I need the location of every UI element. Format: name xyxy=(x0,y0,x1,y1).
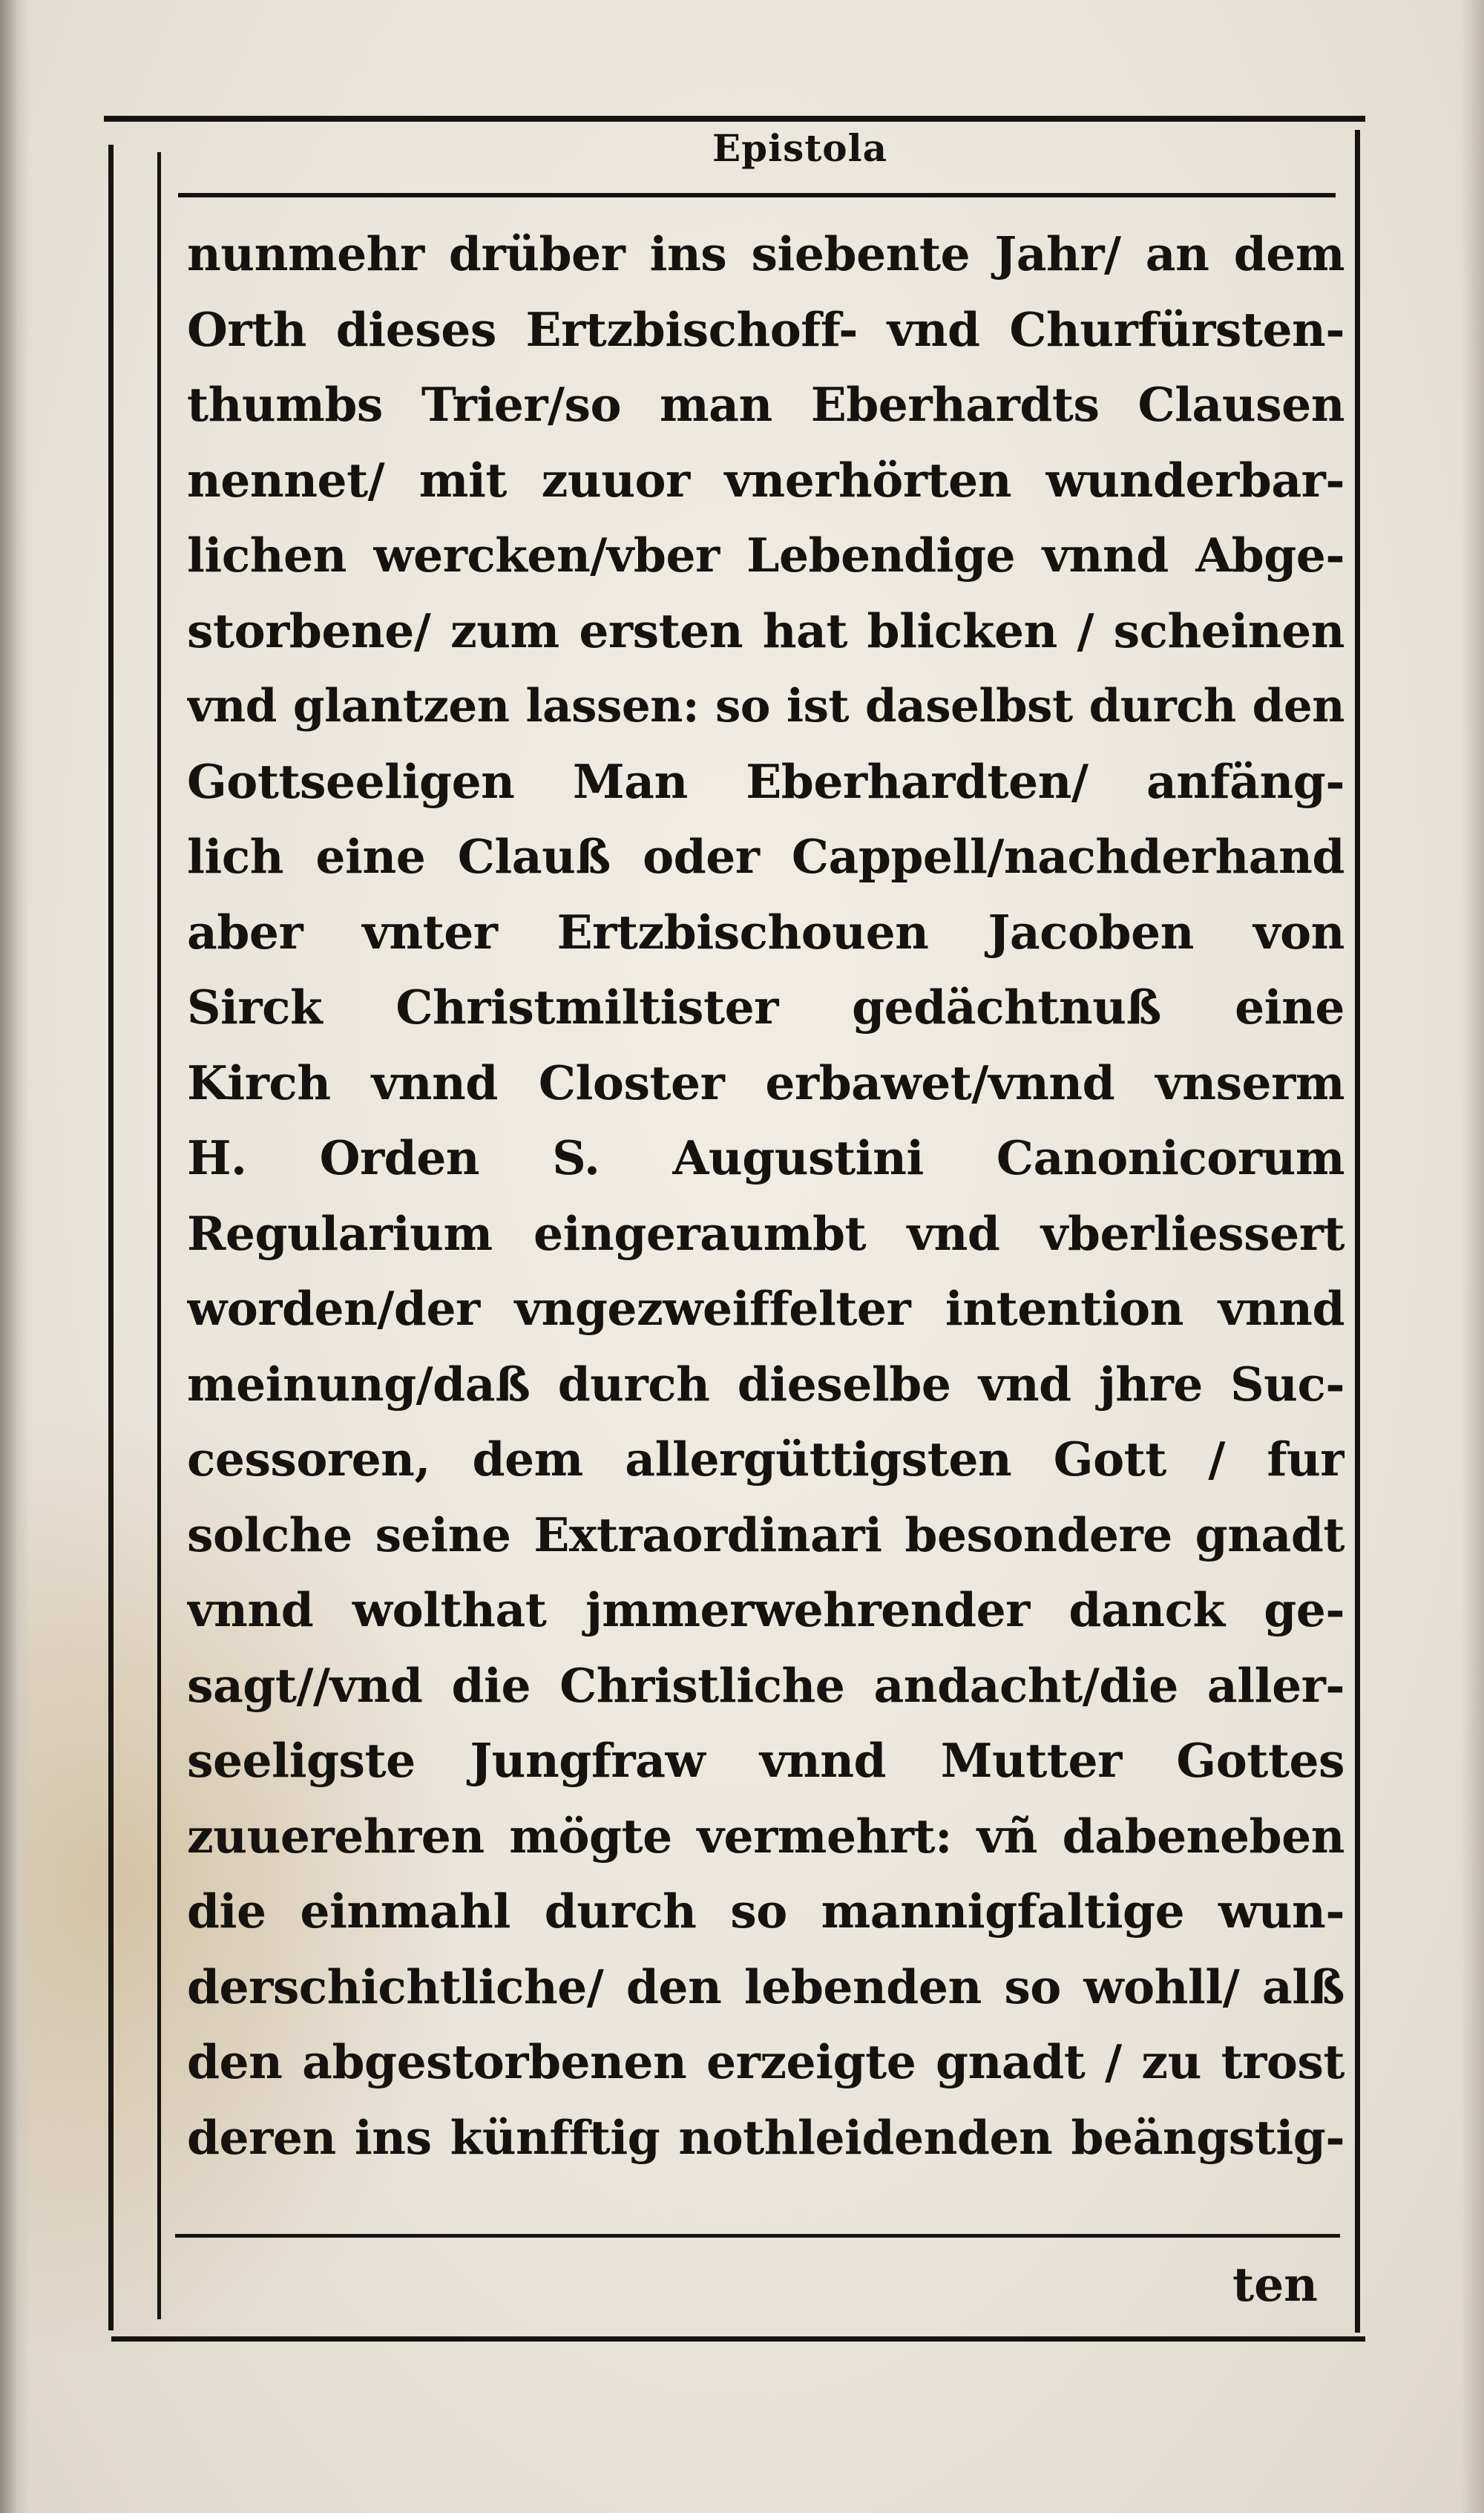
text-line: den abgestorbenen erzeigte gnadt / zu trost xyxy=(187,2034,1345,2089)
text-line: thumbs Trier/so man Eberhardts Clausen xyxy=(187,377,1345,432)
text-line: H. Orden S. Augustini Canonicorum xyxy=(187,1130,1345,1185)
text-line: vnd glantzen lassen: so ist daselbst durch den xyxy=(187,680,1345,733)
text-line: cessoren, dem allergüttigsten Gott / fur xyxy=(187,1432,1345,1487)
text-line: die einmahl durch so mannigfaltige wun- xyxy=(187,1884,1345,1939)
gutter-shadow xyxy=(0,0,30,2513)
text-line: nennet/ mit zuuor vnerhörten wunderbar- xyxy=(187,452,1345,508)
header-rule xyxy=(178,193,1336,197)
text-line: deren ins künfftig nothleidenden beängstig- xyxy=(187,2109,1345,2165)
text-line: Sirck Christmiltister gedächtnuß eine xyxy=(187,980,1345,1035)
text-line: zuuerehren mögte vermehrt: vñ dabeneben xyxy=(187,1808,1345,1864)
text-line: storbene/ zum ersten hat blicken / scheinen xyxy=(187,603,1345,658)
text-line: Kirch vnnd Closter erbawet/vnnd vnserm xyxy=(187,1055,1345,1110)
frame-bottom-rule xyxy=(111,2336,1365,2342)
text-line: Gottseeligen Man Eberhardten/ anfäng- xyxy=(187,753,1345,809)
frame-top-rule xyxy=(104,116,1365,122)
catchword: ten xyxy=(1232,2257,1318,2312)
text-line: Regularium eingeraumbt vnd vberliessert xyxy=(187,1205,1345,1261)
frame-right-rule xyxy=(1355,130,1360,2333)
text-line: lichen wercken/vber Lebendige vnnd Abge- xyxy=(187,528,1345,583)
text-line: vnnd wolthat jmmerwehrender danck ge- xyxy=(187,1582,1345,1637)
text-line: meinung/daß durch dieselbe vnd jhre Suc- xyxy=(187,1356,1345,1412)
text-line: derschichtliche/ den lebenden so wohll/ alß xyxy=(187,1959,1345,2014)
text-line: aber vnter Ertzbischouen Jacoben von xyxy=(187,904,1345,960)
frame-left-inner-rule xyxy=(157,152,161,2319)
text-line: sagt//vnd die Christliche andacht/die aller- xyxy=(187,1657,1345,1713)
text-line: seeligste Jungfraw vnnd Mutter Gottes xyxy=(187,1733,1345,1788)
frame-left-outer-rule xyxy=(108,145,114,2330)
text-line: solche seine Extraordinari besondere gnadt xyxy=(187,1507,1345,1562)
text-line: Orth dieses Ertzbischoff- vnd Churfürsten- xyxy=(187,301,1345,357)
text-line: worden/der vngezweiffelter intention vnnd xyxy=(187,1281,1345,1336)
text-line: lich eine Clauß oder Cappell/nachderhand xyxy=(187,829,1345,884)
footer-rule xyxy=(175,2234,1340,2238)
text-line: nunmehr drüber ins siebente Jahr/ an dem xyxy=(187,226,1345,281)
page-edge xyxy=(1462,0,1484,2513)
running-head: Epistola xyxy=(712,126,888,170)
text-block xyxy=(187,217,1345,2175)
